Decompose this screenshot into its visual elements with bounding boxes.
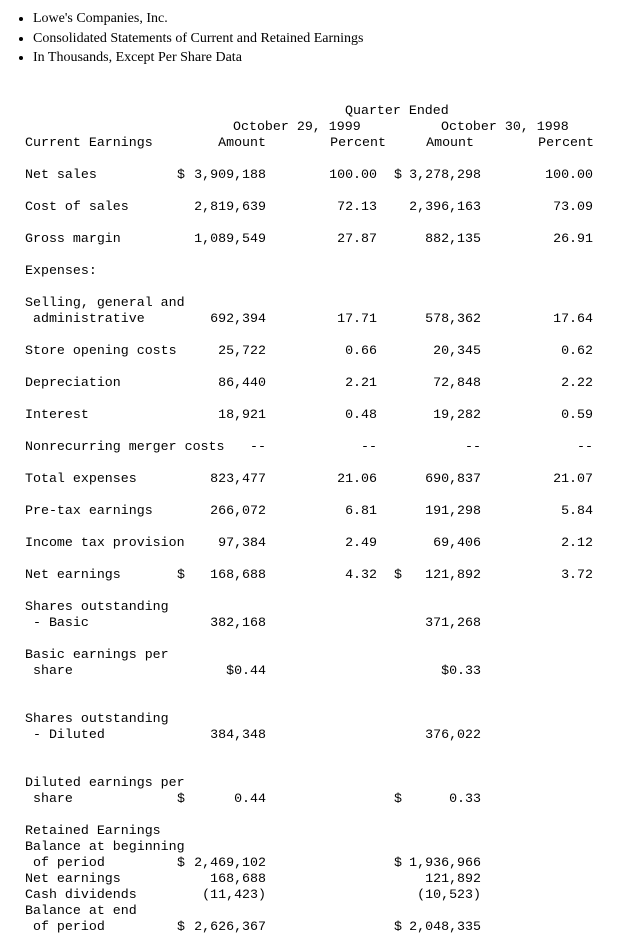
percent-1999: 72.13 bbox=[337, 199, 377, 214]
amount-1998: 3,278,298 bbox=[409, 167, 481, 182]
percent-1999: 2.21 bbox=[345, 375, 377, 390]
row-label: Expenses: bbox=[25, 263, 97, 278]
percent-1998: 0.62 bbox=[561, 343, 593, 358]
percent-1999: 0.48 bbox=[345, 407, 377, 422]
amount-1998: 121,892 bbox=[425, 871, 481, 886]
header-bullet-list bbox=[0, 9, 363, 68]
currency-symbol: $ bbox=[394, 791, 402, 806]
amount-1999: 18,921 bbox=[218, 407, 266, 422]
currency-symbol: $ bbox=[394, 167, 402, 182]
amount-1999: 266,072 bbox=[210, 503, 266, 518]
percent-1999: 0.66 bbox=[345, 343, 377, 358]
amount-1999: 2,626,367 bbox=[194, 919, 266, 934]
currency-symbol: $ bbox=[177, 919, 185, 934]
period-2-header: October 30, 1998 bbox=[441, 119, 569, 134]
currency-symbol: $ bbox=[177, 855, 185, 870]
amount-1999: 1,089,549 bbox=[194, 231, 266, 246]
row-label: - Basic bbox=[25, 615, 89, 630]
col-amount-1-header: Amount bbox=[218, 135, 266, 150]
percent-1999: 2.49 bbox=[345, 535, 377, 550]
percent-1999: 6.81 bbox=[345, 503, 377, 518]
percent-1998: 26.91 bbox=[553, 231, 593, 246]
row-label: share bbox=[25, 663, 73, 678]
statement-title: • Consolidated Statements of Current and Retained Earnings bbox=[33, 29, 363, 49]
amount-1998: 0.33 bbox=[449, 791, 481, 806]
currency-symbol: $ bbox=[394, 567, 402, 582]
amount-1999: -- bbox=[250, 439, 266, 454]
currency-symbol: $ bbox=[394, 855, 402, 870]
row-label: Net earnings bbox=[25, 871, 121, 886]
row-label: Pre-tax earnings bbox=[25, 503, 153, 518]
row-label: Shares outstanding bbox=[25, 599, 169, 614]
amount-1999: 382,168 bbox=[210, 615, 266, 630]
amount-1998: 20,345 bbox=[433, 343, 481, 358]
row-label: Balance at beginning bbox=[25, 839, 185, 854]
percent-1998: 73.09 bbox=[553, 199, 593, 214]
row-label: Store opening costs bbox=[25, 343, 177, 358]
amount-1998: $0.33 bbox=[441, 663, 481, 678]
row-label: Gross margin bbox=[25, 231, 121, 246]
row-label: Basic earnings per bbox=[25, 647, 169, 662]
amount-1998: 1,936,966 bbox=[409, 855, 481, 870]
currency-symbol: $ bbox=[394, 919, 402, 934]
row-label: Total expenses bbox=[25, 471, 137, 486]
percent-1998: 21.07 bbox=[553, 471, 593, 486]
amount-1999: 3,909,188 bbox=[194, 167, 266, 182]
row-label: Net earnings bbox=[25, 567, 121, 582]
amount-1998: 690,837 bbox=[425, 471, 481, 486]
col-label-header: Current Earnings bbox=[25, 135, 153, 150]
amount-1999: $0.44 bbox=[226, 663, 266, 678]
amount-1998: -- bbox=[465, 439, 481, 454]
percent-1998: 5.84 bbox=[561, 503, 593, 518]
amount-1998: 882,135 bbox=[425, 231, 481, 246]
retained-earnings-title: Retained Earnings bbox=[25, 823, 161, 838]
currency-symbol: $ bbox=[177, 567, 185, 582]
row-label: Diluted earnings per bbox=[25, 775, 185, 790]
amount-1999: 168,688 bbox=[210, 567, 266, 582]
amount-1999: 692,394 bbox=[210, 311, 266, 326]
row-label: Net sales bbox=[25, 167, 97, 182]
amount-1998: 191,298 bbox=[425, 503, 481, 518]
amount-1999: 2,819,639 bbox=[194, 199, 266, 214]
row-label: - Diluted bbox=[25, 727, 105, 742]
amount-1998: (10,523) bbox=[417, 887, 481, 902]
percent-1998: 0.59 bbox=[561, 407, 593, 422]
percent-1998: 3.72 bbox=[561, 567, 593, 582]
row-label: share bbox=[25, 791, 73, 806]
period-1-header: October 29, 1999 bbox=[233, 119, 361, 134]
currency-symbol: $ bbox=[177, 167, 185, 182]
percent-1999: 4.32 bbox=[345, 567, 377, 582]
amount-1998: 2,048,335 bbox=[409, 919, 481, 934]
percent-1999: 27.87 bbox=[337, 231, 377, 246]
period-header: Quarter Ended bbox=[345, 103, 449, 118]
col-amount-2-header: Amount bbox=[426, 135, 474, 150]
company-name: • Lowe's Companies, Inc. bbox=[33, 9, 363, 29]
amount-1999: 168,688 bbox=[210, 871, 266, 886]
row-label: administrative bbox=[25, 311, 145, 326]
col-percent-2-header: Percent bbox=[538, 135, 594, 150]
amount-1999: 25,722 bbox=[218, 343, 266, 358]
row-label: Income tax provision bbox=[25, 535, 185, 550]
amount-1998: 2,396,163 bbox=[409, 199, 481, 214]
amount-1998: 376,022 bbox=[425, 727, 481, 742]
row-label: of period bbox=[25, 919, 105, 934]
percent-1999: 17.71 bbox=[337, 311, 377, 326]
amount-1998: 72,848 bbox=[433, 375, 481, 390]
percent-1999: -- bbox=[361, 439, 377, 454]
row-label: Depreciation bbox=[25, 375, 121, 390]
currency-symbol: $ bbox=[177, 791, 185, 806]
amount-1998: 371,268 bbox=[425, 615, 481, 630]
percent-1998: 2.22 bbox=[561, 375, 593, 390]
percent-1998: 2.12 bbox=[561, 535, 593, 550]
amount-1998: 121,892 bbox=[425, 567, 481, 582]
percent-1999: 21.06 bbox=[337, 471, 377, 486]
row-label: Cost of sales bbox=[25, 199, 129, 214]
amount-1999: 2,469,102 bbox=[194, 855, 266, 870]
row-label: Nonrecurring merger costs bbox=[25, 439, 225, 454]
units-note: • In Thousands, Except Per Share Data bbox=[33, 48, 363, 68]
row-label: Selling, general and bbox=[25, 295, 185, 310]
percent-1998: -- bbox=[577, 439, 593, 454]
row-label: Shares outstanding bbox=[25, 711, 169, 726]
amount-1999: (11,423) bbox=[202, 887, 266, 902]
amount-1999: 384,348 bbox=[210, 727, 266, 742]
percent-1999: 100.00 bbox=[329, 167, 377, 182]
percent-1998: 17.64 bbox=[553, 311, 593, 326]
row-label: Interest bbox=[25, 407, 89, 422]
col-percent-1-header: Percent bbox=[330, 135, 386, 150]
row-label: of period bbox=[25, 855, 105, 870]
percent-1998: 100.00 bbox=[545, 167, 593, 182]
amount-1999: 97,384 bbox=[218, 535, 266, 550]
row-label: Balance at end bbox=[25, 903, 137, 918]
amount-1999: 86,440 bbox=[218, 375, 266, 390]
amount-1998: 578,362 bbox=[425, 311, 481, 326]
amount-1998: 19,282 bbox=[433, 407, 481, 422]
row-label: Cash dividends bbox=[25, 887, 137, 902]
amount-1999: 823,477 bbox=[210, 471, 266, 486]
amount-1998: 69,406 bbox=[433, 535, 481, 550]
amount-1999: 0.44 bbox=[234, 791, 266, 806]
